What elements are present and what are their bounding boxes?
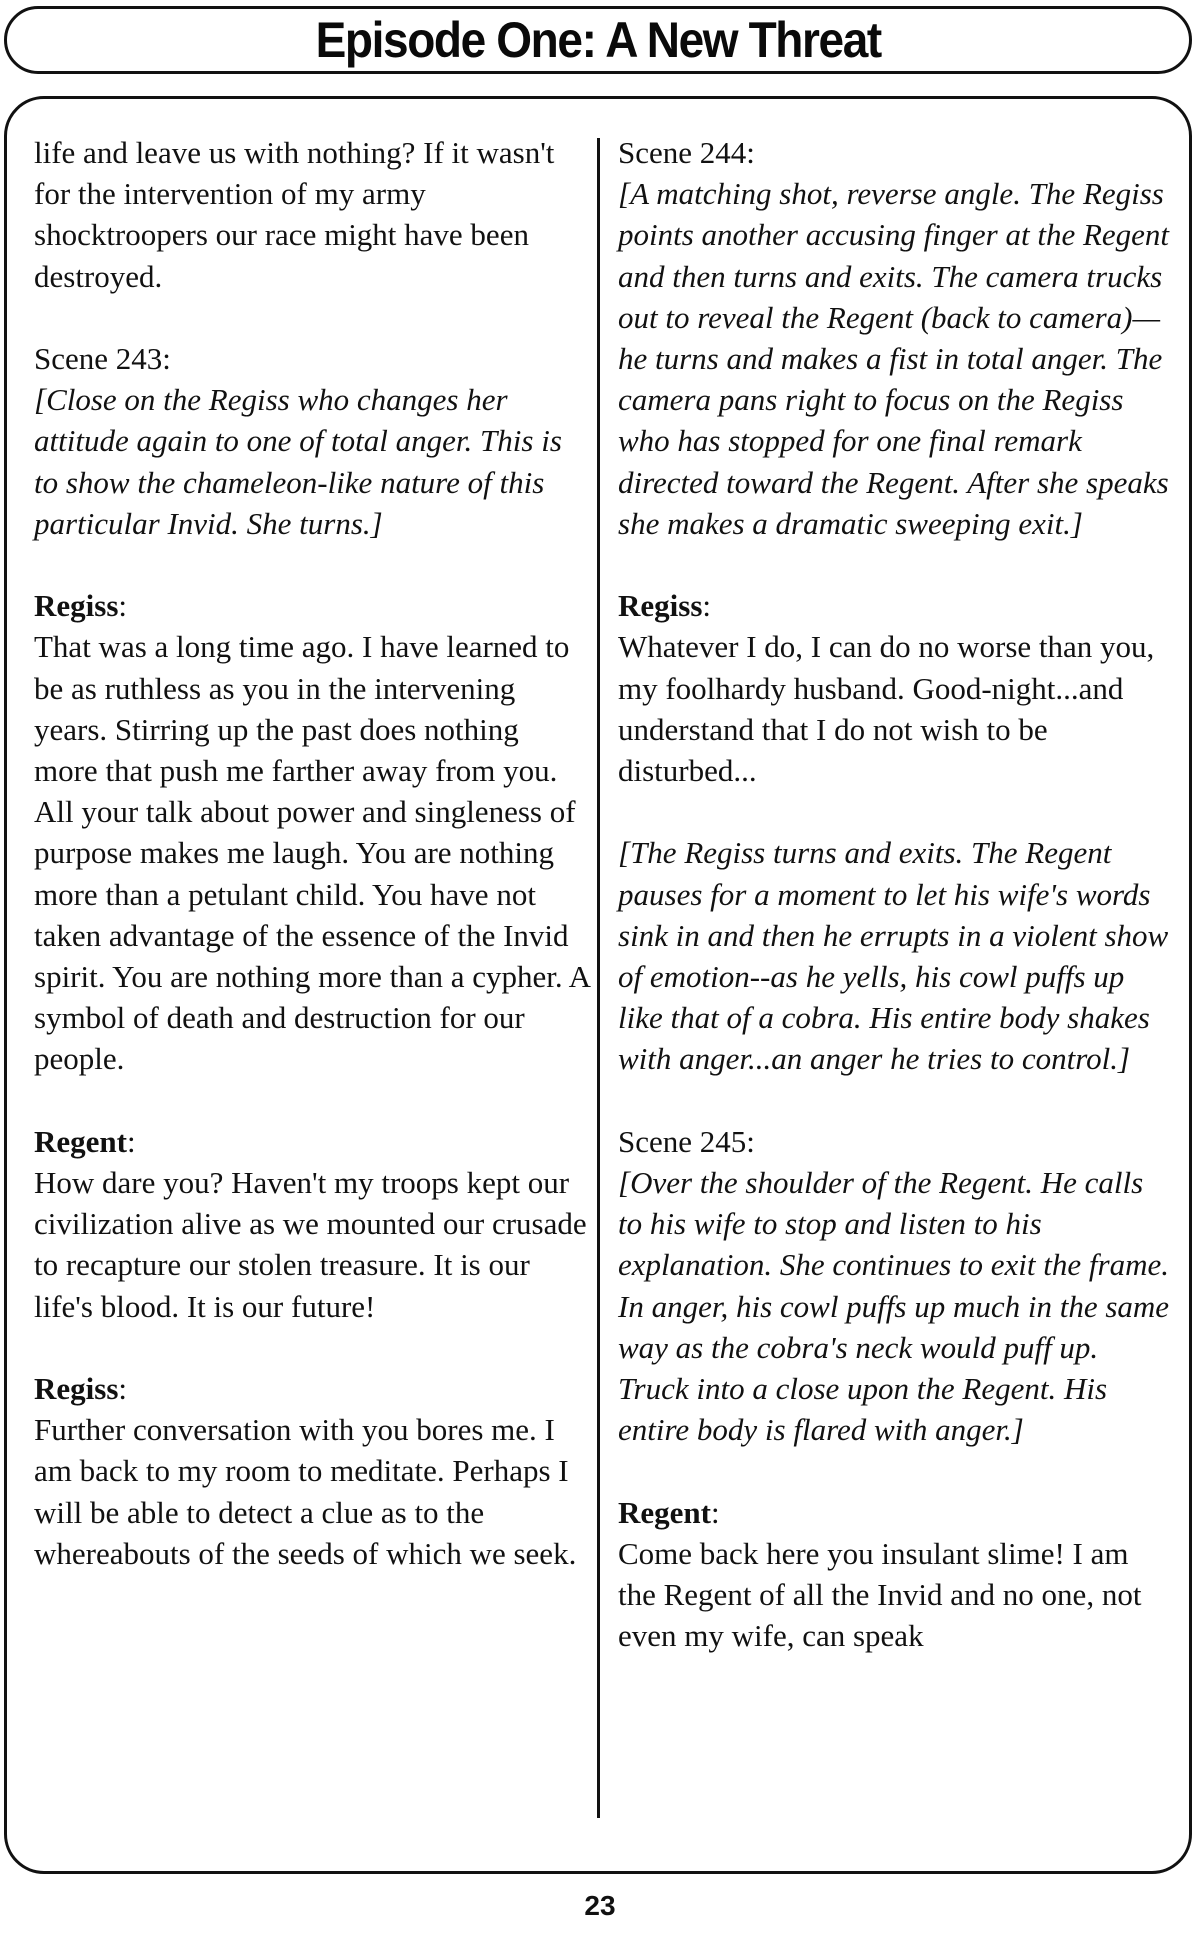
speaker-label: Regent — [34, 1123, 127, 1159]
dialogue-regiss — [34, 1368, 590, 1574]
scene-heading: Scene 244: — [618, 135, 755, 170]
episode-title-banner — [4, 6, 1192, 74]
stage-direction: [Close on the Regiss who changes her attitude again to one of total anger. This is to show the chameleon-like nature of this particular Invid. She turns.] — [34, 382, 562, 541]
speaker-name: Regiss: — [34, 1371, 128, 1407]
speaker-name: Regent: — [34, 1123, 136, 1159]
dialogue-regiss — [34, 585, 590, 1079]
speaker-label: Regiss — [34, 588, 119, 624]
right-column — [618, 132, 1174, 1698]
speaker-name: Regiss: — [618, 588, 712, 624]
dialogue-text: How dare you? Haven't my troops kept our civilization alive as we mounted our crusade to recapture our stolen treasure. It is our life's blood. It is our future! — [34, 1165, 587, 1324]
stage-direction: [A matching shot, reverse angle. The Regiss points another accusing finger at the Regent and then turns and exits. The camera trucks out to reveal the Regent (back to camera)— he turns and makes a fist in total anger. The camera pans right to focus on the Regiss who has stopped for one final remark directed toward the Regent. After she speaks she makes a dramatic sweeping exit.] — [618, 176, 1170, 541]
stage-direction-block — [618, 832, 1174, 1079]
dialogue-text: Whatever I do, I can do no worse than you, my foolhardy husband. Good-night...and understand that I do not wish to be disturbed... — [618, 629, 1155, 789]
column-divider — [597, 138, 600, 1818]
dialogue-text: That was a long time ago. I have learned to be as ruthless as you in the intervening years. Stirring up the past does nothing more that push me farther away from you. All your talk about power and singleness of purpose makes me laugh. You are nothing more than a petulant child. You have not taken advantage of the essence of the Invid spirit. You are nothing more than a cypher. A symbol of death and destruction for our people. — [34, 629, 590, 1077]
speaker-label: Regent — [618, 1494, 711, 1530]
stage-direction: [The Regiss turns and exits. The Regent pauses for a moment to let his wife's words sink in and then he errupts in a violent show of emotion--as he yells, his cowl puffs up like that of a cobra. His entire body shakes with anger...an anger he tries to control.] — [618, 835, 1169, 1077]
dialogue-text: life and leave us with nothing? If it wasn't for the intervention of my army shocktroopers our race might have been destroyed. — [34, 135, 555, 294]
scene-heading: Scene 245: — [618, 1123, 755, 1159]
speaker-label: Regiss — [34, 1371, 119, 1407]
dialogue-text: Further conversation with you bores me. I am back to my room to meditate. Perhaps I will be able to detect a clue as to the whereabouts of the seeds of which we seek. — [34, 1412, 577, 1571]
dialogue-continuation — [34, 132, 590, 297]
page-number: 23 — [584, 1890, 616, 1921]
stage-direction: [Over the shoulder of the Regent. He calls to his wife to stop and listen to his explanation. She continues to exit the frame. In anger, his cowl puffs up much in the same way as the cobra's neck would puff up. Truck into a close upon the Regent. His entire body is flared with anger.] — [618, 1165, 1170, 1448]
scene-245 — [618, 1121, 1174, 1451]
speaker-label: Regiss — [618, 588, 703, 624]
speaker-name: Regiss: — [34, 588, 128, 624]
scene-244 — [618, 132, 1174, 544]
page-title: Episode One: A New Threat — [315, 12, 881, 68]
speaker-name: Regent: — [618, 1494, 720, 1530]
dialogue-regent — [618, 1492, 1174, 1657]
dialogue-text: Come back here you insulant slime! I am the Regent of all the Invid and no one, not even my wife, can speak — [618, 1535, 1142, 1654]
dialogue-regiss — [618, 585, 1174, 791]
dialogue-regent — [34, 1121, 590, 1327]
left-column — [34, 132, 590, 1615]
scene-243 — [34, 338, 590, 544]
scene-heading: Scene 243: — [34, 341, 171, 376]
